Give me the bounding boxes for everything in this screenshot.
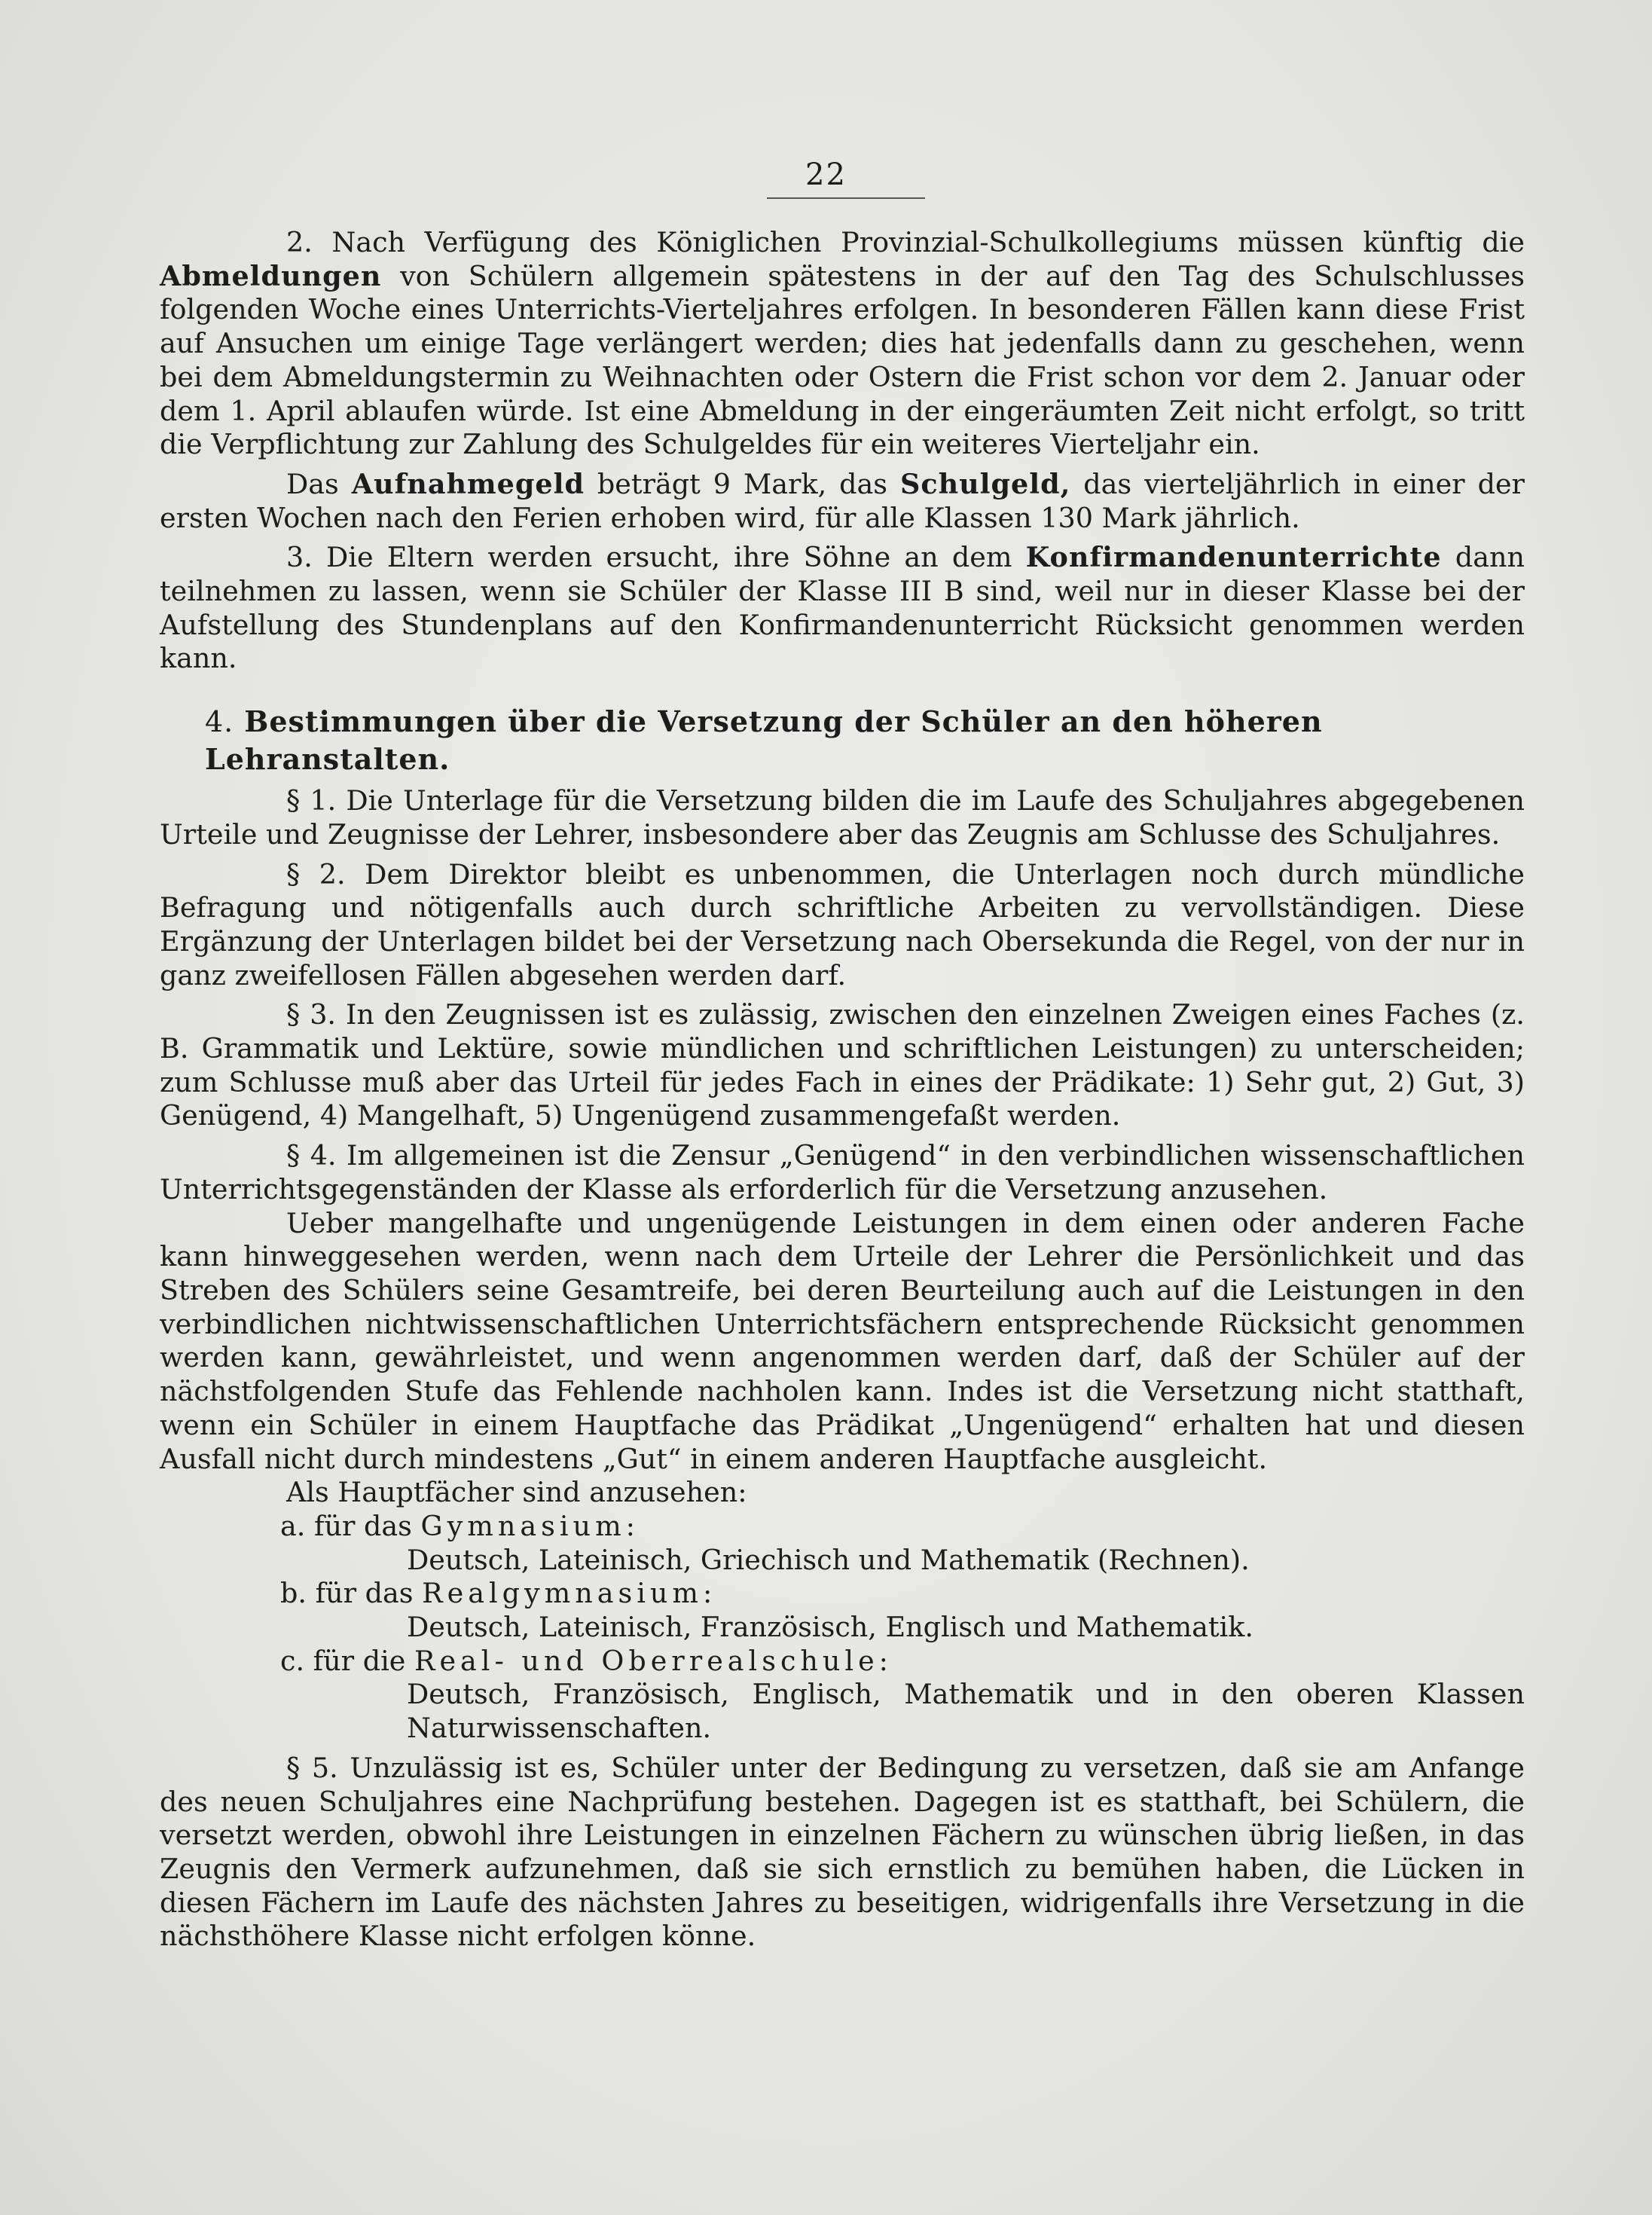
paragraph-s5: § 5. Unzulässig ist es, Schüler unter der Bedingung zu versetzen, daß sie am Anfange des neuen Schuljahres eine Nachprüfung bestehen. Dagegen ist es statthaft, bei Schülern, die versetzt werden, obwohl ihre Leistungen in einzelnen Fächern zu wünschen übrig ließen, in das Zeugnis den Vermerk aufzunehmen, daß sie sich ernstlich zu bemühen haben, die Lücken in diesen Fächern im Laufe des nächsten Jahres zu beseitigen, widrigenfalls ihre Versetzung in die nächsthöhere Klasse nicht erfolgen könne.	[160, 1751, 1525, 1953]
paragraph-confirmation-class: 3. Die Eltern werden ersucht, ihre Söhne an dem Konfirmandenunterrichte dann teilnehmen zu lassen, wenn sie Schüler der Klasse III B sind, weil nur in dieser Klasse bei der Aufstellung des Stundenplans auf den Konfirmandenunterricht Rücksicht genommen werden kann.	[160, 541, 1525, 675]
page-body	[160, 226, 1525, 1954]
school-type: Realgymnasium:	[422, 1577, 717, 1610]
keyword-abmeldungen: Abmeldungen	[160, 259, 382, 292]
list-item-realgymnasium: b. für das Realgymnasium:	[280, 1577, 717, 1610]
list-item-gymnasium: a. für das Gymnasium:	[280, 1509, 640, 1542]
section-title: Bestimmungen über die Versetzung der Schüler an den höheren Lehranstalten.	[205, 704, 1323, 777]
section-heading	[205, 703, 1525, 778]
main-subjects-intro: Als Hauptfächer sind anzusehen:	[286, 1476, 747, 1509]
paragraph-s4: § 4. Im allgemeinen ist die Zensur „Genügend“ in den verbindlichen wissenschaftlichen Unterrichtsgegenständen der Klasse als erforderlich für die Versetzung anzusehen.	[160, 1139, 1525, 1205]
list-item-oberrealschule: c. für die Real- und Oberrealschule:	[280, 1644, 893, 1677]
paragraph-number: 3.	[286, 541, 313, 574]
school-type: Gymnasium:	[420, 1509, 640, 1542]
paragraph-s2: § 2. Dem Direktor bleibt es unbenommen, die Unterlagen noch durch mündliche Befragung und nötigenfalls auch durch schriftliche Arbeiten zu vervollständigen. Diese Ergänzung der Unterlagen bildet bei der Versetzung nach Obersekunda die Regel, von der nur in ganz zweifellosen Fällen abgesehen werden darf.	[160, 857, 1525, 991]
paragraph-deregistration: 2. Nach Verfügung des Königlichen Provinzial-Schulkollegiums müssen künftig die Abmeldungen von Schülern allgemein spätestens in der auf den Tag des Schulschlusses folgenden Woche eines Unterrichts-Vierteljahres erfolgen. In besonderen Fällen kann diese Frist auf Ansuchen um einige Tage verlängert werden; dies hat jedenfalls dann zu geschehen, wenn bei dem Abmeldungstermin zu Weihnachten oder Ostern die Frist schon vor dem 2. Januar oder dem 1. April ablaufen würde. Ist eine Abmeldung in der eingeräumten Zeit nicht erfolgt, so tritt die Verpflichtung zur Zahlung des Schulgeldes für ein weiteres Vierteljahr ein.	[160, 226, 1525, 461]
keyword-aufnahmegeld: Aufnahmegeld	[351, 467, 585, 500]
paragraph-s1: § 1. Die Unterlage für die Versetzung bilden die im Laufe des Schuljahres abgegebenen Urteile und Zeugnisse der Lehrer, insbesondere aber das Zeugnis am Schlusse des Schuljahres.	[160, 784, 1525, 851]
section-number: 4.	[205, 705, 234, 739]
keyword-konfirmandenunterrichte: Konfirmandenunterrichte	[1025, 541, 1442, 574]
list-item-subjects: Deutsch, Lateinisch, Französisch, Englisch und Mathematik.	[407, 1611, 1254, 1644]
keyword-schulgeld: Schulgeld,	[899, 467, 1071, 500]
paragraph-fees: Das Aufnahmegeld beträgt 9 Mark, das Schulgeld, das vierteljährlich in einer der ersten Wochen nach den Ferien erhoben wird, für alle Klassen 130 Mark jährlich.	[160, 467, 1525, 534]
page-number: 22	[805, 157, 847, 192]
page-number-rule	[767, 197, 925, 199]
school-type: Real- und Oberrealschule:	[414, 1644, 893, 1677]
paragraph-s4-continued: Ueber mangelhafte und ungenügende Leistungen in dem einen oder anderen Fache kann hinweggesehen werden, wenn nach dem Urteile der Lehrer die Persönlichkeit und das Streben des Schülers seine Gesamtreife, bei deren Beurteilung auch auf die Leistungen in den verbindlichen nichtwissenschaftlichen Unterrichtsfächern entsprechende Rücksicht genommen werden kann, gewährleistet, und wenn angenommen werden darf, daß der Schüler auf der nächstfolgenden Stufe das Fehlende nachholen kann. Indes ist die Versetzung nicht statthaft, wenn ein Schüler in einem Hauptfache das Prädikat „Ungenügend“ erhalten hat und diesen Ausfall nicht durch mindestens „Gut“ in einem anderen Hauptfache ausgleicht.	[160, 1206, 1525, 1475]
paragraph-s3: § 3. In den Zeugnissen ist es zulässig, zwischen den einzelnen Zweigen eines Faches (z. B. Grammatik und Lektüre, sowie mündlichen und schriftlichen Leistungen) zu unterscheiden; zum Schlusse muß aber das Urteil für jedes Fach in eines der Prädikate: 1) Sehr gut, 2) Gut, 3) Genügend, 4) Mangelhaft, 5) Ungenügend zusammengefaßt werden.	[160, 998, 1525, 1132]
list-item-subjects: Deutsch, Französisch, Englisch, Mathematik und in den oberen Klassen Naturwissenschaften.	[407, 1678, 1525, 1745]
paragraph-number: 2.	[286, 226, 313, 258]
list-item-subjects: Deutsch, Lateinisch, Griechisch und Mathematik (Rechnen).	[407, 1543, 1250, 1576]
